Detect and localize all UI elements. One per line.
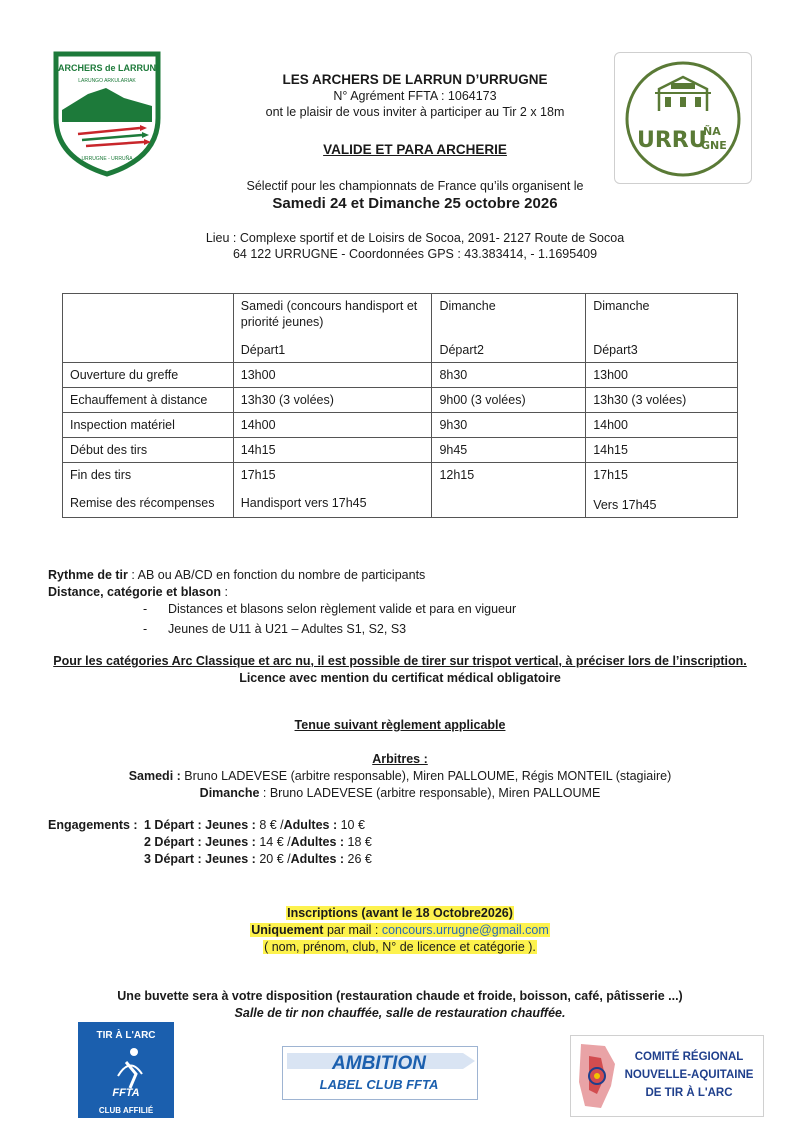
ambition-line2: LABEL CLUB FFTA	[319, 1077, 439, 1092]
ffta-line1: TIR À L'ARC	[96, 1030, 156, 1041]
row-value	[233, 463, 432, 518]
bullet-dash: -	[143, 602, 148, 616]
tenue-text: Tenue suivant règlement applicable	[294, 718, 506, 732]
dimanche-text: : Bruno LADEVESE (arbitre responsable), Miren PALLOUME	[259, 786, 601, 800]
email-link[interactable]: concours.urrugne@gmail.com	[381, 923, 549, 937]
archers-larrun-logo	[48, 48, 166, 178]
bullet-text: Jeunes de U11 à U21 – Adultes S1, S2, S3	[168, 622, 407, 636]
jeunes-price: 14 € /	[255, 835, 291, 849]
subtitle: VALIDE ET PARA ARCHERIE	[323, 142, 507, 157]
classique-block	[50, 653, 750, 687]
row-value: 14h15	[586, 438, 738, 463]
fin-d2: 12h15	[439, 468, 475, 482]
table-row	[63, 363, 738, 388]
inscriptions-block	[50, 905, 750, 956]
bullet-dash: -	[143, 622, 148, 636]
inscriptions-title: Inscriptions (avant le 18 Octobre2026)	[287, 906, 513, 920]
header-depart3-label: Départ3	[593, 343, 638, 357]
ambition-arrow-icon	[283, 1047, 477, 1099]
logo-right-bottom: GNE	[701, 139, 727, 152]
row-value: 13h30 (3 volées)	[233, 388, 432, 413]
location-line-1: Lieu : Complexe sportif et de Loisirs de Socoa, 2091- 2127 Route de Socoa	[205, 231, 625, 245]
row-value: 14h00	[233, 413, 432, 438]
agrement-number: N° Agrément FFTA : 1064173	[333, 89, 497, 103]
salle-text: Salle de tir non chauffée, salle de restauration chauffée.	[234, 1006, 566, 1020]
location-line-2: 64 122 URRUGNE - Coordonnées GPS : 43.383414, - 1.1695409	[232, 247, 598, 261]
logo-right-text: URRU	[637, 128, 707, 153]
licence-text: Licence avec mention du certificat médical obligatoire	[239, 671, 561, 685]
ffta-line2: FFTA	[112, 1087, 140, 1099]
selectif-text: Sélectif pour les championnats de France qu’ils organisent le	[246, 179, 584, 193]
fin-d3: 17h15	[593, 468, 628, 482]
invitation-text: ont le plaisir de vous inviter à participer au Tir 2 x 18m	[265, 105, 565, 119]
buvette-block	[50, 988, 750, 1022]
logo-left-text: ARCHERS de LARRUN	[57, 63, 157, 73]
rythme-text: : AB ou AB/CD en fonction du nombre de participants	[127, 568, 426, 582]
samedi-text: Bruno LADEVESE (arbitre responsable), Miren PALLOUME, Régis MONTEIL (stagiaire)	[180, 769, 672, 783]
row-label: Début des tirs	[63, 438, 234, 463]
depart-label: 2 Départ : Jeunes :	[144, 835, 256, 849]
row-value: 14h15	[233, 438, 432, 463]
event-dates: Samedi 24 et Dimanche 25 octobre 2026	[272, 195, 558, 212]
adultes-label: Adultes :	[283, 818, 338, 832]
row-value	[586, 463, 738, 518]
header-depart1-label: Départ1	[240, 343, 286, 357]
rythme-block	[48, 567, 748, 601]
arbitres-block	[50, 751, 750, 802]
distance-label: Distance, catégorie et blason	[48, 585, 221, 599]
table-header-cell	[586, 294, 738, 363]
remise-d3: Vers 17h45	[593, 498, 657, 512]
ffta-archer-icon	[78, 1022, 174, 1118]
remise-label: Remise des récompenses	[70, 496, 215, 510]
adultes-price: 10 €	[337, 818, 365, 832]
engagement-line	[144, 851, 372, 868]
row-value: 9h00 (3 volées)	[432, 388, 586, 413]
row-value: 9h30	[432, 413, 586, 438]
comite-regional-logo	[570, 1035, 764, 1117]
row-label	[63, 463, 234, 518]
header-depart2-title: Dimanche	[439, 299, 496, 313]
header-depart3-title: Dimanche	[593, 299, 650, 313]
row-label: Inspection matériel	[63, 413, 234, 438]
remise-d1: Handisport vers 17h45	[240, 496, 367, 510]
adultes-price: 26 €	[344, 852, 372, 866]
header-depart1-title: Samedi (concours handisport et priorité jeunes)	[240, 299, 418, 329]
comite-line1: COMITÉ RÉGIONAL	[634, 1051, 744, 1063]
comite-line2: NOUVELLE-AQUITAINE	[624, 1069, 754, 1081]
rythme-label: Rythme de tir	[48, 568, 128, 582]
table-header-cell	[432, 294, 586, 363]
inscriptions-details: ( nom, prénom, club, N° de licence et catégorie ).	[264, 940, 536, 954]
nouvelle-aquitaine-map-icon	[571, 1036, 763, 1116]
comite-line3: DE TIR À L'ARC	[645, 1087, 733, 1099]
ffta-line3: CLUB AFFILIÉ	[98, 1106, 154, 1115]
table-header-row	[63, 294, 738, 363]
table-cell-empty	[63, 294, 234, 363]
row-value	[432, 463, 586, 518]
row-label: Ouverture du greffe	[63, 363, 234, 388]
depart-label: 3 Départ : Jeunes :	[144, 852, 256, 866]
logo-right-top: ÑA	[703, 125, 721, 138]
ffta-club-affilie-logo	[78, 1022, 174, 1118]
header-block	[200, 72, 630, 120]
table-row	[63, 388, 738, 413]
row-value: 13h30 (3 volées)	[586, 388, 738, 413]
header-depart2-label: Départ2	[439, 343, 484, 357]
row-value: 13h00	[233, 363, 432, 388]
adultes-price: 18 €	[344, 835, 372, 849]
logo-left-subtext: LARUNGO ARKULARIAK	[78, 78, 136, 84]
bullet-text: Distances et blasons selon règlement valide et para en vigueur	[168, 602, 517, 616]
row-value: 14h00	[586, 413, 738, 438]
adultes-label: Adultes :	[290, 835, 345, 849]
selectif-block	[150, 177, 680, 213]
logo-left-bottom: URRUGNE - URRUÑA	[81, 156, 133, 162]
engagement-line	[144, 817, 365, 834]
par-mail-text: par mail :	[323, 923, 382, 937]
fin-d1: 17h15	[240, 468, 276, 482]
buvette-text: Une buvette sera à votre disposition (restauration chaude et froide, boisson, café, pâtisserie ...)	[117, 989, 683, 1003]
row-value: 13h00	[586, 363, 738, 388]
distance-colon: :	[220, 585, 228, 599]
shield-icon	[48, 48, 166, 178]
dimanche-label: Dimanche	[199, 786, 260, 800]
classique-text: Pour les catégories Arc Classique et arc nu, il est possible de tirer sur trispot vertical, à préciser lors de l’inscription.	[53, 654, 747, 668]
uniquement-label: Uniquement	[251, 923, 324, 937]
samedi-label: Samedi :	[128, 769, 181, 783]
jeunes-price: 20 € /	[255, 852, 291, 866]
row-value: 8h30	[432, 363, 586, 388]
schedule-table	[62, 293, 738, 518]
jeunes-price: 8 € /	[255, 818, 284, 832]
ambition-line1: AMBITION	[332, 1053, 426, 1074]
ambition-label-logo	[282, 1046, 478, 1100]
location-block	[120, 230, 710, 262]
depart-label: 1 Départ : Jeunes :	[144, 818, 256, 832]
fin-des-tirs-label: Fin des tirs	[70, 468, 132, 482]
urrugne-logo	[614, 52, 752, 184]
row-label: Echauffement à distance	[63, 388, 234, 413]
engagements-label: Engagements :	[48, 818, 138, 832]
arbitres-title: Arbitres :	[372, 752, 428, 766]
adultes-label: Adultes :	[290, 852, 345, 866]
table-row	[63, 438, 738, 463]
page-title: LES ARCHERS DE LARRUN D’URRUGNE	[282, 72, 548, 87]
table-row	[63, 463, 738, 518]
table-header-cell	[233, 294, 432, 363]
engagement-line	[144, 834, 372, 851]
town-hall-icon	[615, 53, 751, 183]
table-row	[63, 413, 738, 438]
row-value: 9h45	[432, 438, 586, 463]
